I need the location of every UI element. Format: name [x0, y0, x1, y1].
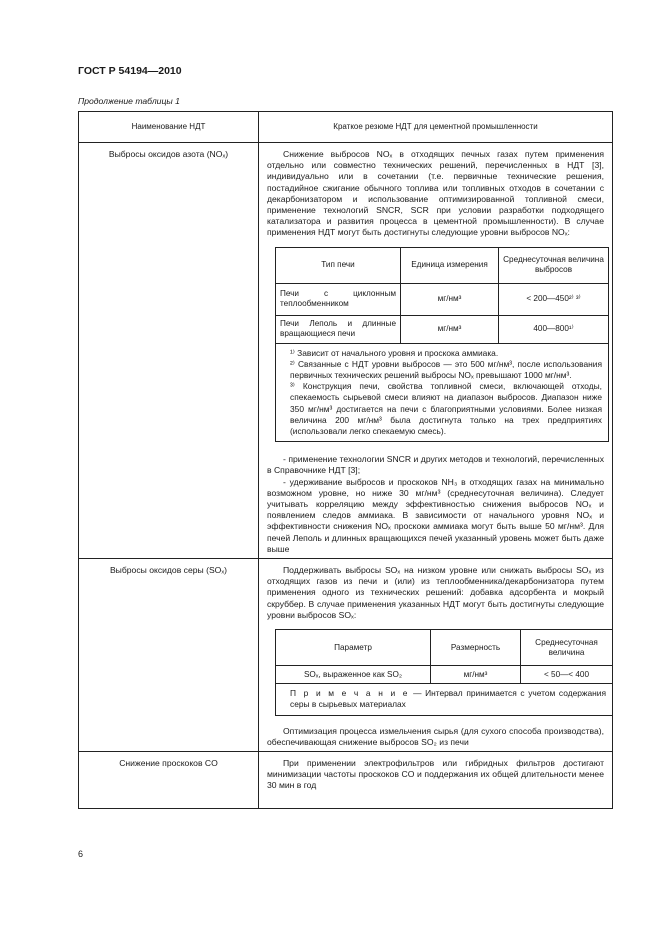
row-name-sox: Выбросы оксидов серы (SOₓ)	[79, 559, 259, 752]
sox-note-label: П р и м е ч а н и е	[290, 688, 410, 699]
nox-row1-unit: мг/нм³	[401, 283, 499, 315]
row-summary-nox	[259, 143, 613, 559]
sox-levels-table	[275, 629, 613, 715]
page-number: 6	[78, 849, 84, 859]
nox-row2-unit: мг/нм³	[401, 315, 499, 343]
sox-row-unit: мг/нм³	[431, 666, 521, 684]
bat-table	[78, 111, 613, 809]
sox-outro-text: Оптимизация процесса измельчения сырья (для сухого способа производства), обеспечивающая снижение выбросов SO₂ из печи	[267, 725, 604, 747]
nox-header-daily-average: Среднесуточная величина выбросов	[499, 247, 609, 283]
nox-row1-value: < 200—450²⁾ ³⁾	[499, 283, 609, 315]
table-row-sox	[79, 559, 613, 752]
nox-row2-value: 400—800¹⁾	[499, 315, 609, 343]
footnote-1: ¹⁾ Зависит от начального уровня и проскока аммиака.	[290, 347, 499, 358]
sox-note	[276, 684, 613, 715]
co-text: При применении электрофильтров или гибридных фильтров достигают минимизации частоты проскоков CO и поддержания их общей длительности менее 30 мин в год	[267, 757, 604, 791]
nox-intro-text: Снижение выбросов NOₓ в отходящих печных газах путем применения отдельно или совместно технических решений, перечисленных в НДТ [3], индивидуально или в сочетании (т.е. первичные технические решения, постадийное сжигание обычного топлива или топливных отходов в сочетании с декарбонизатором и использование оптимизированной топливной смеси, применение технологий SNCR, SCR при условии разработки подходящего катализатора и развития процесса в цементной промышленности). В случае применения НДТ могут быть достигнуты следующие уровни выбросов NOₓ:	[267, 149, 604, 238]
nox-footnotes	[276, 343, 609, 442]
nox-bullet-sncr: - применение технологии SNCR и других методов и технологий, перечисленных в Справочнике НДТ [3];	[267, 454, 604, 476]
footnote-3: ³⁾ Конструкция печи, свойства топливной смеси, включающей отходы, спекаемость сырьевой смеси влияют на диапазон выбросов. Диапазон ниже 350 мг/нм³ достигается на печи с благоприятными условиями. Более низкая величина 200 мг/нм³ была достигнута только на трех предприятиях (использовали легко спекаемую смесь).	[290, 381, 602, 437]
row-summary-sox	[259, 559, 613, 752]
column-header-bat-name: Наименование НДТ	[79, 112, 259, 143]
document-title: ГОСТ Р 54194—2010	[78, 65, 182, 77]
row-summary-co	[259, 751, 613, 808]
nox-header-kiln-type: Тип печи	[276, 247, 401, 283]
nox-bullet-nh3: - удерживание выбросов и проскоков NH₃ в отходящих газах на минимально возможном уровне, но ниже 30 мг/нм³ (среднесуточная величина). Следует учитывать корреляцию между эффективностью снижения выбросов NOₓ и появлением следов аммиака. В зависимости от начального уровня NOₓ и эффективности снижения NOₓ проскоки аммиака могут быть выше 50 мг/нм³. Для печей Леполь и длинных вращающихся печей указанный уровень может быть даже выше	[267, 476, 604, 554]
sox-note-text: — Интервал принимается с учетом содержания серы в сырьевых материалах	[290, 688, 606, 710]
table-continuation-caption: Продолжение таблицы 1	[78, 96, 180, 106]
sox-row-parameter: SOₓ, выраженное как SO₂	[276, 666, 431, 684]
nox-row2-kiln-type: Печи Леполь и длинные вращающиеся печи	[276, 315, 401, 343]
row-name-co: Снижение проскоков CO	[79, 751, 259, 808]
table-header-row	[79, 112, 613, 143]
sox-row-value: < 50—< 400	[521, 666, 613, 684]
sox-header-dimension: Размерность	[431, 630, 521, 666]
footnote-2: ²⁾ Связанные с НДТ уровни выбросов — это 500 мг/нм³, после использования первичных технических решений выбросы NOₓ превышают 1000 мг/нм³.	[290, 358, 602, 381]
sox-intro-text: Поддерживать выбросы SOₓ на низком уровне или снижать выбросы SOₓ из отходящих газов из печи и (или) из теплообменника/декарбонизатора путем применения одного из технических решений: добавка адсорбента и мокрый скруббер. В случае применения указанных НДТ могут быть достигнуты следующие уровни выбросов SOₓ:	[267, 565, 604, 620]
table-row-co	[79, 751, 613, 808]
sox-header-daily-average: Среднесуточная величина	[521, 630, 613, 666]
nox-row1-kiln-type: Печи с циклонным теплообменником	[276, 283, 401, 315]
nox-levels-table	[275, 247, 609, 443]
column-header-summary: Краткое резюме НДТ для цементной промышленности	[259, 112, 613, 143]
row-name-nox: Выбросы оксидов азота (NOₓ)	[79, 143, 259, 559]
sox-header-parameter: Параметр	[276, 630, 431, 666]
table-row-nox	[79, 143, 613, 559]
nox-header-unit: Единица измерения	[401, 247, 499, 283]
